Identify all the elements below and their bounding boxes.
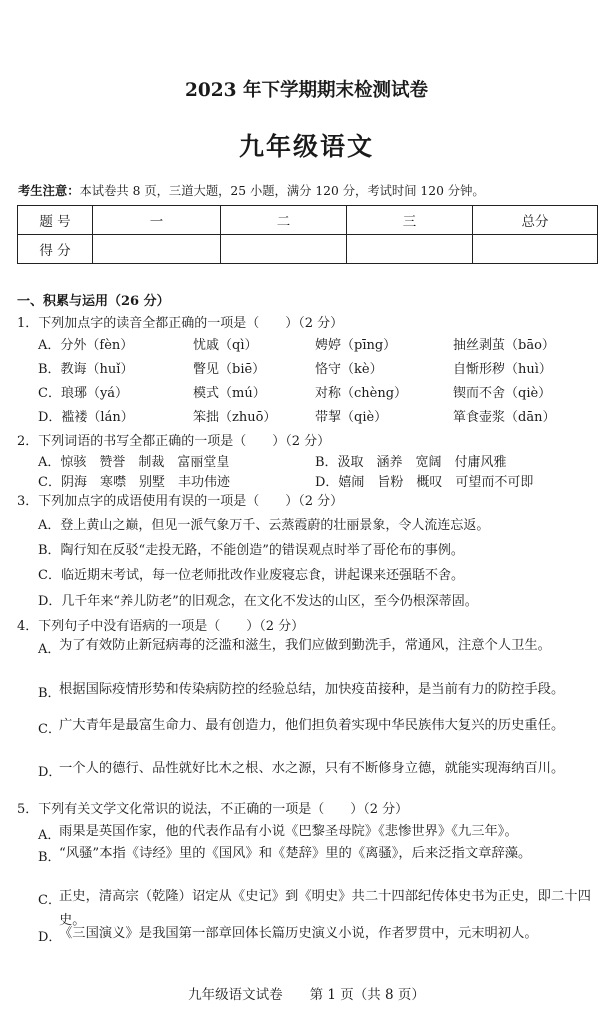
q1-option-d2: 笨拙（zhuō） xyxy=(193,410,277,425)
q4-option-d: 一个人的德行、品性就好比木之根、水之源，只有不断修身立德，就能实现海纳百川。 xyxy=(59,761,565,776)
q1-option-b2: 瞥见（biē） xyxy=(193,362,266,377)
question-4-stem: 4．下列句子中没有语病的一项是（ ）（2 分） xyxy=(17,619,305,634)
q1-option-b1: B．教诲（huǐ） xyxy=(38,362,134,377)
q3-option-a: A．登上黄山之巅，但见一派气象万千、云蒸霞蔚的壮丽景象，令人流连忘返。 xyxy=(38,518,490,533)
notice-text: 本试卷共 8 页，三道大题，25 小题，满分 120 分，考试时间 120 分钟。 xyxy=(79,184,485,198)
score-cell[interactable] xyxy=(93,235,221,264)
q5-label-d: D． xyxy=(38,930,62,945)
q4-label-a: A． xyxy=(38,642,61,657)
score-table-row xyxy=(18,235,598,264)
q4-label-b: B． xyxy=(38,686,61,701)
q5-option-a: 雨果是英国作家，他的代表作品有小说《巴黎圣母院》《悲惨世界》《九三年》。 xyxy=(59,824,518,839)
question-1-stem: 1．下列加点字的读音全都正确的一项是（ ）（2 分） xyxy=(17,316,344,331)
score-cell[interactable] xyxy=(347,235,473,264)
score-cell[interactable] xyxy=(473,235,598,264)
score-cell: 总分 xyxy=(473,206,598,235)
q1-option-a2: 忧戚（qì） xyxy=(193,338,258,353)
q3-option-c: C．临近期末考试，每一位老师批改作业废寝忘食，讲起课来还强聒不舍。 xyxy=(38,568,464,583)
exam-subject: 九年级语文 xyxy=(238,132,374,161)
q1-option-c2: 模式（mú） xyxy=(193,386,266,401)
q4-option-b: 根据国际疫情形势和传染病防控的经验总结，加快疫苗接种，是当前有力的防控手段。 xyxy=(59,682,565,697)
q1-option-d1: D．褴褛（lán） xyxy=(38,410,134,425)
q1-option-c4: 锲而不舍（qiè） xyxy=(453,386,552,401)
q1-option-a4: 抽丝剥茧（bāo） xyxy=(453,338,555,353)
q1-option-b3: 恪守（kè） xyxy=(315,362,383,377)
section-heading: 一、积累与运用（26 分） xyxy=(17,294,170,309)
q3-option-b: B．陶行知在反驳“走投无路，不能创造”的错误观点时举了哥伦布的事例。 xyxy=(38,543,464,558)
score-cell: 题 号 xyxy=(18,206,93,235)
q4-label-c: C． xyxy=(38,722,61,737)
score-table xyxy=(17,205,598,264)
score-cell: 二 xyxy=(221,206,347,235)
q4-label-d: D． xyxy=(38,765,62,780)
q2-option-a: A．惊骇 赞誉 制裁 富丽堂皇 xyxy=(38,455,230,470)
exam-notice xyxy=(18,181,485,199)
q2-option-b: B．汲取 涵养 宽阔 付庸风雅 xyxy=(315,455,507,470)
q1-option-c3: 对称（chèng） xyxy=(315,386,408,401)
page-footer: 九年级语文试卷 第 1 页（共 8 页） xyxy=(188,987,425,1003)
q5-label-b: B． xyxy=(38,850,61,865)
score-table-row xyxy=(18,206,598,235)
q1-option-a3: 娉婷（pīng） xyxy=(315,338,397,353)
question-3-stem: 3．下列加点字的成语使用有误的一项是（ ）（2 分） xyxy=(17,494,344,509)
score-cell[interactable] xyxy=(221,235,347,264)
q1-option-d3: 带挈（qiè） xyxy=(315,410,388,425)
score-cell: 得 分 xyxy=(18,235,93,264)
q1-option-d4: 箪食壶浆（dān） xyxy=(453,410,556,425)
q4-option-c: 广大青年是最富生命力、最有创造力，他们担负着实现中华民族伟大复兴的历史重任。 xyxy=(59,718,565,733)
notice-label: 考生注意： xyxy=(18,183,80,198)
q1-option-b4: 自惭形秽（huì） xyxy=(453,362,552,377)
q5-label-c: C． xyxy=(38,893,61,908)
q1-option-a1: A．分外（fèn） xyxy=(38,338,134,353)
q5-option-d: 《三国演义》是我国第一部章回体长篇历史演义小说，作者罗贯中，元末明初人。 xyxy=(59,926,538,941)
question-2-stem: 2．下列词语的书写全都正确的一项是（ ）（2 分） xyxy=(17,434,331,449)
q5-option-b: “风骚”本指《诗经》里的《国风》和《楚辞》里的《离骚》，后来泛指文章辞藻。 xyxy=(59,846,532,861)
score-cell: 一 xyxy=(93,206,221,235)
q5-label-a: A． xyxy=(38,828,61,843)
q3-option-d: D．几千年来“养儿防老”的旧观念，在文化不发达的山区，至今仍根深蒂固。 xyxy=(38,594,478,609)
exam-title: 2023 年下学期期末检测试卷 xyxy=(185,80,428,101)
q1-option-c1: C．琅琊（yá） xyxy=(38,386,129,401)
question-5-stem: 5．下列有关文学文化常识的说法，不正确的一项是（ ）（2 分） xyxy=(17,802,409,817)
q2-option-d: D．嬉闹 旨粉 概叹 可望而不可即 xyxy=(315,475,534,490)
q5-option-c: 正史，清高宗（乾隆）诏定从《史记》到《明史》共二十四部纪传体史书为正史，即二十四史。 xyxy=(59,889,591,928)
score-cell: 三 xyxy=(347,206,473,235)
q4-option-a: 为了有效防止新冠病毒的泛滥和滋生，我们应做到勤洗手，常通风，注意个人卫生。 xyxy=(59,638,551,653)
q2-option-c: C．阴海 寒噤 别墅 丰功伟迹 xyxy=(38,475,230,490)
